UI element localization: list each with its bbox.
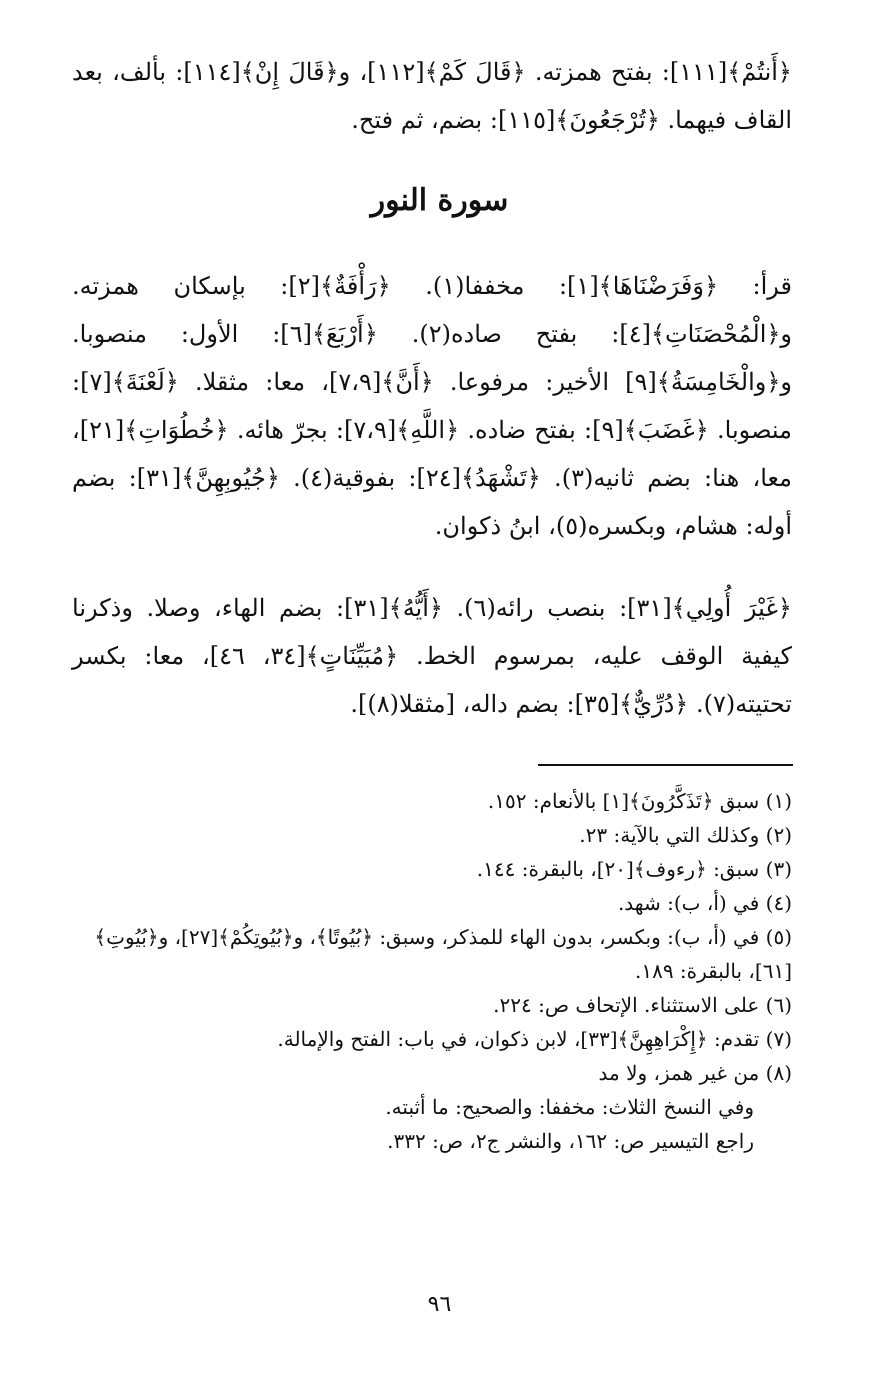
footnote-2: (٢) وكذلك التي بالآية: ٢٣. <box>579 823 792 847</box>
footnote-8-continuation: وفي النسخ الثلاث: مخففا: والصحيح: ما أثبته. <box>385 1095 754 1119</box>
top-paragraph: ﴿أَنتُمْ﴾[١١١]: بفتح همزته. ﴿قَالَ كَمْ﴾[١١٢]، و﴿قَالَ إِنْ﴾[١١٤]: بألف، بعد القاف فيهما. ﴿تُرْجَعُونَ﴾[١١٥]: بضم، ثم فتح. <box>72 58 792 134</box>
page-number: ٩٦ <box>427 1292 452 1317</box>
main-paragraph-block-2 <box>72 584 792 728</box>
main-paragraph: قرأ: ﴿وَفَرَضْنَاهَا﴾[١]: مخففا(١). ﴿رَأْفَةٌ﴾[٢]: بإسكان همزته. و﴿الْمُحْصَنَاتِ﴾[٤]: بفتح صاده(٢). ﴿أَرْبَعَ﴾[٦]: الأول: منصوبا. و﴿والْخَامِسَةُ﴾[٩] الأخير: مرفوعا. ﴿أَنَّ﴾[٧،٩]، معا: مثقلا. ﴿لَعْنَةَ﴾[٧]: منصوبا. ﴿غَضَبَ﴾[٩]: بفتح ضاده. ﴿اللَّهِ﴾[٧،٩]: بجرّ هائه. ﴿خُطُوَاتِ﴾[٢١]، معا، هنا: بضم ثانيه(٣). ﴿تَشْهَدُ﴾[٢٤]: بفوقية(٤). ﴿جُيُوبِهِنَّ﴾[٣١]: بضم أوله: هشام، وبكسره(٥)، ابنُ ذكوان. <box>72 272 793 540</box>
footnote-divider <box>538 764 793 766</box>
footnote-8-reference: راجع التيسير ص: ١٦٢، والنشر ج٢، ص: ٣٣٢. <box>387 1129 754 1153</box>
footnote-4: (٤) في (أ، ب): شهد. <box>617 891 792 915</box>
footnote-8: (٨) من غير همز، ولا مد <box>598 1061 792 1085</box>
footnote-6: (٦) على الاستثناء. الإتحاف ص: ٢٢٤. <box>493 993 792 1017</box>
footnote-1: (١) سبق ﴿تَذَكَّرُونَ﴾[١] بالأنعام: ١٥٢. <box>487 789 792 813</box>
surah-title: سورة النور <box>370 183 509 218</box>
footnote-3: (٣) سبق: ﴿رءوف﴾[٢٠]، بالبقرة: ١٤٤. <box>476 857 792 881</box>
main-paragraph-block-1 <box>72 262 792 550</box>
top-paragraph-block <box>72 48 792 144</box>
main-paragraph: ﴿غَيْرَ أُولِي﴾[٣١]: بنصب رائه(٦). ﴿أَيُّهُ﴾[٣١]: بضم الهاء، وصلا. وذكرنا كيفية الوقف عليه، بمرسوم الخط. ﴿مُبَيِّنَاتٍ﴾[٣٤، ٤٦]، معا: بكسر تحتيته(٧). ﴿دُرِّيٌّ﴾[٣٥]: بضم داله، [مثقلا(٨)]. <box>72 594 792 718</box>
footnote-7: (٧) تقدم: ﴿إِكْرَاهِهِنَّ﴾[٣٣]، لابن ذكوان، في باب: الفتح والإمالة. <box>277 1027 792 1051</box>
footnotes <box>72 784 792 1158</box>
footnote-5: (٥) في (أ، ب): وبكسر، بدون الهاء للمذكر، وسبق: ﴿بُيُوتًا﴾، و﴿بُيُوتِكُمْ﴾[٢٧]، و﴿بُيُوتِ﴾[٦١]، بالبقرة: ١٨٩. <box>94 925 792 983</box>
